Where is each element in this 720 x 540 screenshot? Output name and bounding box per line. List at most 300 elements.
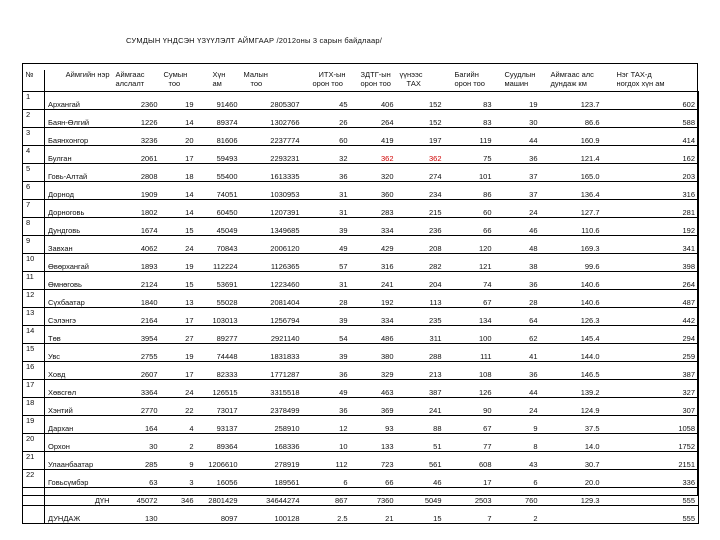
cell-c9: 37 <box>495 164 541 182</box>
cell-c10: 140.6 <box>541 272 603 290</box>
cell-c3: 82333 <box>197 362 241 380</box>
row-number: 20 <box>23 434 45 452</box>
cell-c6: 486 <box>351 326 397 344</box>
header-c8b: орон тоо <box>445 79 495 92</box>
cell-c11: 294 <box>603 326 699 344</box>
cell-c7: 311 <box>397 326 445 344</box>
table-row <box>23 416 699 434</box>
cell-c5: 39 <box>303 218 351 236</box>
cell-c5: 49 <box>303 236 351 254</box>
cell-c5: 26 <box>303 110 351 128</box>
cell-c5: 36 <box>303 398 351 416</box>
cell-c11: 307 <box>603 398 699 416</box>
cell-c2: 17 <box>161 362 197 380</box>
cell-c9: 46 <box>495 218 541 236</box>
cell-c1: 164 <box>113 416 161 434</box>
cell-c3: 55400 <box>197 164 241 182</box>
cell-c11: 316 <box>603 182 699 200</box>
cell-c1: 2770 <box>113 398 161 416</box>
header-c1a: Аймгаас <box>115 70 145 79</box>
table-row <box>23 362 699 380</box>
cell-c8: 2503 <box>445 488 495 506</box>
table-row <box>23 470 699 488</box>
cell-c8: 7 <box>445 506 495 524</box>
cell-c3: 89374 <box>197 110 241 128</box>
table-row <box>23 452 699 470</box>
cell-c6: 93 <box>351 416 397 434</box>
cell-c6: 66 <box>351 470 397 488</box>
cell-c10: 121.4 <box>541 146 603 164</box>
cell-c11: 414 <box>603 128 699 146</box>
cell-c1: 3954 <box>113 326 161 344</box>
cell-c5: 32 <box>303 146 351 164</box>
cell-c3: 59493 <box>197 146 241 164</box>
cell-c4: 2378499 <box>241 398 303 416</box>
header-row-2 <box>23 79 699 92</box>
header-c10a: Аймгаас алс <box>550 70 594 79</box>
row-number: 3 <box>23 128 45 146</box>
table-row <box>23 92 699 110</box>
cell-c8: 108 <box>445 362 495 380</box>
cell-c3: 70843 <box>197 236 241 254</box>
header-c3a: Хүн <box>212 70 226 79</box>
cell-c7: 561 <box>397 452 445 470</box>
cell-c6: 334 <box>351 218 397 236</box>
cell-c6: 334 <box>351 308 397 326</box>
cell-c7: 213 <box>397 362 445 380</box>
cell-c6: 192 <box>351 290 397 308</box>
cell-c5: 49 <box>303 380 351 398</box>
cell-c4: 1030953 <box>241 182 303 200</box>
cell-c7: 241 <box>397 398 445 416</box>
cell-c4: 34644274 <box>241 488 303 506</box>
cell-c3: 91460 <box>197 92 241 110</box>
row-number <box>23 488 45 506</box>
cell-c1: 2755 <box>113 344 161 362</box>
cell-c4: 100128 <box>241 506 303 524</box>
table-row <box>23 272 699 290</box>
cell-c8: 75 <box>445 146 495 164</box>
cell-c1: 45072 <box>113 488 161 506</box>
cell-c8: 83 <box>445 110 495 128</box>
cell-c9: 38 <box>495 254 541 272</box>
table-row <box>23 110 699 128</box>
cell-c2: 13 <box>161 290 197 308</box>
row-number: 15 <box>23 344 45 362</box>
table-row <box>23 488 699 506</box>
cell-c5: 36 <box>303 164 351 182</box>
cell-c11: 192 <box>603 218 699 236</box>
table-row <box>23 128 699 146</box>
cell-c4: 2805307 <box>241 92 303 110</box>
cell-c10: 136.4 <box>541 182 603 200</box>
cell-c7: 204 <box>397 272 445 290</box>
cell-c4: 1126365 <box>241 254 303 272</box>
cell-c8: 66 <box>445 218 495 236</box>
cell-c8: 608 <box>445 452 495 470</box>
province-name: Ховд <box>45 362 113 380</box>
cell-c8: 111 <box>445 344 495 362</box>
cell-c6: 406 <box>351 92 397 110</box>
cell-c8: 134 <box>445 308 495 326</box>
cell-c11: 162 <box>603 146 699 164</box>
cell-c11: 387 <box>603 362 699 380</box>
header-c1b: алслалт <box>113 79 161 92</box>
province-name: Орхон <box>45 434 113 452</box>
cell-c5: 39 <box>303 344 351 362</box>
header-c5a: ИТХ-ын <box>318 70 346 79</box>
cell-c1: 285 <box>113 452 161 470</box>
cell-c9: 36 <box>495 146 541 164</box>
header-c2a: Сумын <box>163 70 188 79</box>
header-c8a: Багийн <box>454 70 479 79</box>
cell-c6: 369 <box>351 398 397 416</box>
cell-c7: 282 <box>397 254 445 272</box>
cell-c8: 67 <box>445 290 495 308</box>
cell-c3: 55028 <box>197 290 241 308</box>
cell-c4: 1302766 <box>241 110 303 128</box>
cell-c10 <box>541 506 603 524</box>
cell-c1: 1893 <box>113 254 161 272</box>
cell-c4: 1207391 <box>241 200 303 218</box>
cell-c6: 21 <box>351 506 397 524</box>
cell-c8: 126 <box>445 380 495 398</box>
cell-c7: 113 <box>397 290 445 308</box>
cell-c6: 463 <box>351 380 397 398</box>
cell-c1: 4062 <box>113 236 161 254</box>
cell-c7: 235 <box>397 308 445 326</box>
cell-c5: 57 <box>303 254 351 272</box>
cell-c4: 168336 <box>241 434 303 452</box>
header-c4b: тоо <box>241 79 303 92</box>
cell-c3: 93137 <box>197 416 241 434</box>
cell-c3: 53691 <box>197 272 241 290</box>
cell-c2: 24 <box>161 236 197 254</box>
cell-c5: 45 <box>303 92 351 110</box>
header-c5b: орон тоо <box>303 79 351 92</box>
province-name: Дархан <box>45 416 113 434</box>
cell-c2: 22 <box>161 398 197 416</box>
cell-c5: 2.5 <box>303 506 351 524</box>
cell-c4: 1256794 <box>241 308 303 326</box>
cell-c4: 1771287 <box>241 362 303 380</box>
province-name: ДУНДАЖ <box>45 506 113 524</box>
province-name: Дундговь <box>45 218 113 236</box>
cell-c7: 152 <box>397 110 445 128</box>
cell-c9: 8 <box>495 434 541 452</box>
province-name: Архангай <box>45 92 113 110</box>
cell-c10: 146.5 <box>541 362 603 380</box>
cell-c6: 264 <box>351 110 397 128</box>
cell-c11: 442 <box>603 308 699 326</box>
cell-c6: 320 <box>351 164 397 182</box>
cell-c6: 316 <box>351 254 397 272</box>
cell-c5: 112 <box>303 452 351 470</box>
table-row <box>23 434 699 452</box>
cell-c7: 197 <box>397 128 445 146</box>
cell-c1: 2061 <box>113 146 161 164</box>
cell-c2: 18 <box>161 164 197 182</box>
row-number: 21 <box>23 452 45 470</box>
cell-c8: 67 <box>445 416 495 434</box>
cell-c10: 37.5 <box>541 416 603 434</box>
cell-c11: 588 <box>603 110 699 128</box>
table-row <box>23 254 699 272</box>
cell-c11: 487 <box>603 290 699 308</box>
cell-c4: 3315518 <box>241 380 303 398</box>
cell-c11: 555 <box>603 506 699 524</box>
cell-c8: 100 <box>445 326 495 344</box>
cell-c2: 14 <box>161 110 197 128</box>
cell-c1: 3364 <box>113 380 161 398</box>
row-number <box>23 506 45 524</box>
cell-c4: 258910 <box>241 416 303 434</box>
row-number: 7 <box>23 200 45 218</box>
cell-c1: 30 <box>113 434 161 452</box>
province-name: Өмнөговь <box>45 272 113 290</box>
cell-c10: 127.7 <box>541 200 603 218</box>
document-title: СУМДЫН ҮНДСЭН ҮЗҮҮЛЭЛТ АЙМГААР /2012оны 3 сарын байдлаар/ <box>126 36 383 45</box>
cell-c2: 3 <box>161 470 197 488</box>
cell-c7: 5049 <box>397 488 445 506</box>
cell-c3: 45049 <box>197 218 241 236</box>
table-row <box>23 182 699 200</box>
table-row <box>23 380 699 398</box>
cell-c11: 341 <box>603 236 699 254</box>
cell-c5: 31 <box>303 200 351 218</box>
province-name: Говьсүмбэр <box>45 470 113 488</box>
cell-c10: 110.6 <box>541 218 603 236</box>
cell-c10: 126.3 <box>541 308 603 326</box>
cell-c3: 89277 <box>197 326 241 344</box>
cell-c6: 362 <box>351 146 397 164</box>
row-number: 6 <box>23 182 45 200</box>
statistics-table <box>22 70 699 524</box>
row-number: 9 <box>23 236 45 254</box>
row-number: 5 <box>23 164 45 182</box>
cell-c1: 63 <box>113 470 161 488</box>
row-number: 12 <box>23 290 45 308</box>
table-row <box>23 290 699 308</box>
cell-c10: 145.4 <box>541 326 603 344</box>
cell-c10: 160.9 <box>541 128 603 146</box>
table-row <box>23 344 699 362</box>
cell-c11: 555 <box>603 488 699 506</box>
cell-c11: 336 <box>603 470 699 488</box>
cell-c8: 17 <box>445 470 495 488</box>
cell-c10: 86.6 <box>541 110 603 128</box>
header-c11a: Нэг ТАХ-д <box>616 70 652 79</box>
province-name: Төв <box>45 326 113 344</box>
row-number: 8 <box>23 218 45 236</box>
cell-c1: 2808 <box>113 164 161 182</box>
cell-c2: 9 <box>161 452 197 470</box>
cell-c8: 60 <box>445 200 495 218</box>
cell-c5: 60 <box>303 128 351 146</box>
cell-c2: 17 <box>161 308 197 326</box>
cell-c9: 43 <box>495 452 541 470</box>
cell-c9: 19 <box>495 92 541 110</box>
header-c3b: ам <box>197 79 241 92</box>
cell-c8: 120 <box>445 236 495 254</box>
cell-c6: 429 <box>351 236 397 254</box>
cell-c9: 28 <box>495 290 541 308</box>
province-name: Улаанбаатар <box>45 452 113 470</box>
province-name: Өвөрхангай <box>45 254 113 272</box>
cell-c10: 14.0 <box>541 434 603 452</box>
cell-c9: 37 <box>495 182 541 200</box>
cell-c11: 2151 <box>603 452 699 470</box>
header-no: № <box>25 70 34 79</box>
cell-c9: 24 <box>495 200 541 218</box>
cell-c3: 126515 <box>197 380 241 398</box>
row-number: 14 <box>23 326 45 344</box>
header-c7a: үүнээс <box>399 70 423 79</box>
cell-c3: 74448 <box>197 344 241 362</box>
cell-c1: 2607 <box>113 362 161 380</box>
cell-c2: 27 <box>161 326 197 344</box>
table-row <box>23 164 699 182</box>
cell-c1: 1909 <box>113 182 161 200</box>
cell-c3: 103013 <box>197 308 241 326</box>
cell-c2: 4 <box>161 416 197 434</box>
cell-c11: 203 <box>603 164 699 182</box>
cell-c11: 259 <box>603 344 699 362</box>
table-row <box>23 200 699 218</box>
cell-c9: 48 <box>495 236 541 254</box>
cell-c2: 15 <box>161 218 197 236</box>
cell-c7: 215 <box>397 200 445 218</box>
header-c6b: орон тоо <box>351 79 397 92</box>
cell-c2: 17 <box>161 146 197 164</box>
row-number: 4 <box>23 146 45 164</box>
cell-c8: 77 <box>445 434 495 452</box>
cell-c4: 2006120 <box>241 236 303 254</box>
cell-c7: 234 <box>397 182 445 200</box>
cell-c3: 8097 <box>197 506 241 524</box>
cell-c9: 6 <box>495 470 541 488</box>
cell-c5: 6 <box>303 470 351 488</box>
cell-c3: 112224 <box>197 254 241 272</box>
table-row <box>23 398 699 416</box>
cell-c4: 2921140 <box>241 326 303 344</box>
cell-c10: 124.9 <box>541 398 603 416</box>
row-number: 13 <box>23 308 45 326</box>
header-c9a: Суудлын <box>504 70 536 79</box>
header-c7b: ТАХ <box>397 79 445 92</box>
cell-c9: 41 <box>495 344 541 362</box>
cell-c2: 19 <box>161 344 197 362</box>
cell-c6: 241 <box>351 272 397 290</box>
cell-c8: 83 <box>445 92 495 110</box>
cell-c7: 15 <box>397 506 445 524</box>
province-name: Баян-Өлгий <box>45 110 113 128</box>
cell-c4: 1223460 <box>241 272 303 290</box>
table-row <box>23 146 699 164</box>
cell-c3: 89364 <box>197 434 241 452</box>
cell-c4: 2293231 <box>241 146 303 164</box>
province-name: Булган <box>45 146 113 164</box>
cell-c7: 236 <box>397 218 445 236</box>
cell-c1: 1802 <box>113 200 161 218</box>
cell-c7: 46 <box>397 470 445 488</box>
cell-c9: 9 <box>495 416 541 434</box>
cell-c11: 1058 <box>603 416 699 434</box>
cell-c1: 2164 <box>113 308 161 326</box>
cell-c10: 129.3 <box>541 488 603 506</box>
cell-c2 <box>161 506 197 524</box>
cell-c3: 60450 <box>197 200 241 218</box>
cell-c5: 31 <box>303 182 351 200</box>
cell-c6: 7360 <box>351 488 397 506</box>
cell-c11: 281 <box>603 200 699 218</box>
header-c2b: тоо <box>161 79 197 92</box>
table-row <box>23 326 699 344</box>
cell-c2: 19 <box>161 254 197 272</box>
cell-c3: 74051 <box>197 182 241 200</box>
cell-c7: 51 <box>397 434 445 452</box>
cell-c9: 30 <box>495 110 541 128</box>
cell-c9: 24 <box>495 398 541 416</box>
cell-c8: 121 <box>445 254 495 272</box>
cell-c4: 1349685 <box>241 218 303 236</box>
cell-c2: 14 <box>161 182 197 200</box>
row-number: 11 <box>23 272 45 290</box>
cell-c2: 24 <box>161 380 197 398</box>
cell-c10: 30.7 <box>541 452 603 470</box>
table-row <box>23 236 699 254</box>
cell-c9: 64 <box>495 308 541 326</box>
cell-c4: 1831833 <box>241 344 303 362</box>
cell-c6: 283 <box>351 200 397 218</box>
cell-c1: 1226 <box>113 110 161 128</box>
row-number: 1 <box>23 92 45 110</box>
cell-c10: 165.0 <box>541 164 603 182</box>
row-number: 2 <box>23 110 45 128</box>
cell-c1: 3236 <box>113 128 161 146</box>
cell-c7: 274 <box>397 164 445 182</box>
header-c11b: ногдох хүн ам <box>603 79 699 92</box>
province-name: Дорнод <box>45 182 113 200</box>
cell-c11: 602 <box>603 92 699 110</box>
cell-c6: 380 <box>351 344 397 362</box>
cell-c5: 36 <box>303 362 351 380</box>
cell-c11: 398 <box>603 254 699 272</box>
cell-c7: 288 <box>397 344 445 362</box>
province-name: Хэнтий <box>45 398 113 416</box>
cell-c10: 169.3 <box>541 236 603 254</box>
cell-c10: 144.0 <box>541 344 603 362</box>
cell-c4: 2237774 <box>241 128 303 146</box>
cell-c11: 327 <box>603 380 699 398</box>
cell-c5: 12 <box>303 416 351 434</box>
header-name: Аймгийн нэр <box>45 70 113 79</box>
cell-c11: 1752 <box>603 434 699 452</box>
cell-c10: 140.6 <box>541 290 603 308</box>
cell-c9: 760 <box>495 488 541 506</box>
cell-c7: 208 <box>397 236 445 254</box>
cell-c2: 15 <box>161 272 197 290</box>
cell-c4: 189561 <box>241 470 303 488</box>
cell-c10: 99.6 <box>541 254 603 272</box>
province-name: Дорноговь <box>45 200 113 218</box>
row-number: 19 <box>23 416 45 434</box>
cell-c2: 14 <box>161 200 197 218</box>
cell-c10: 139.2 <box>541 380 603 398</box>
header-row-1 <box>23 70 699 79</box>
cell-c3: 73017 <box>197 398 241 416</box>
cell-c2: 19 <box>161 92 197 110</box>
